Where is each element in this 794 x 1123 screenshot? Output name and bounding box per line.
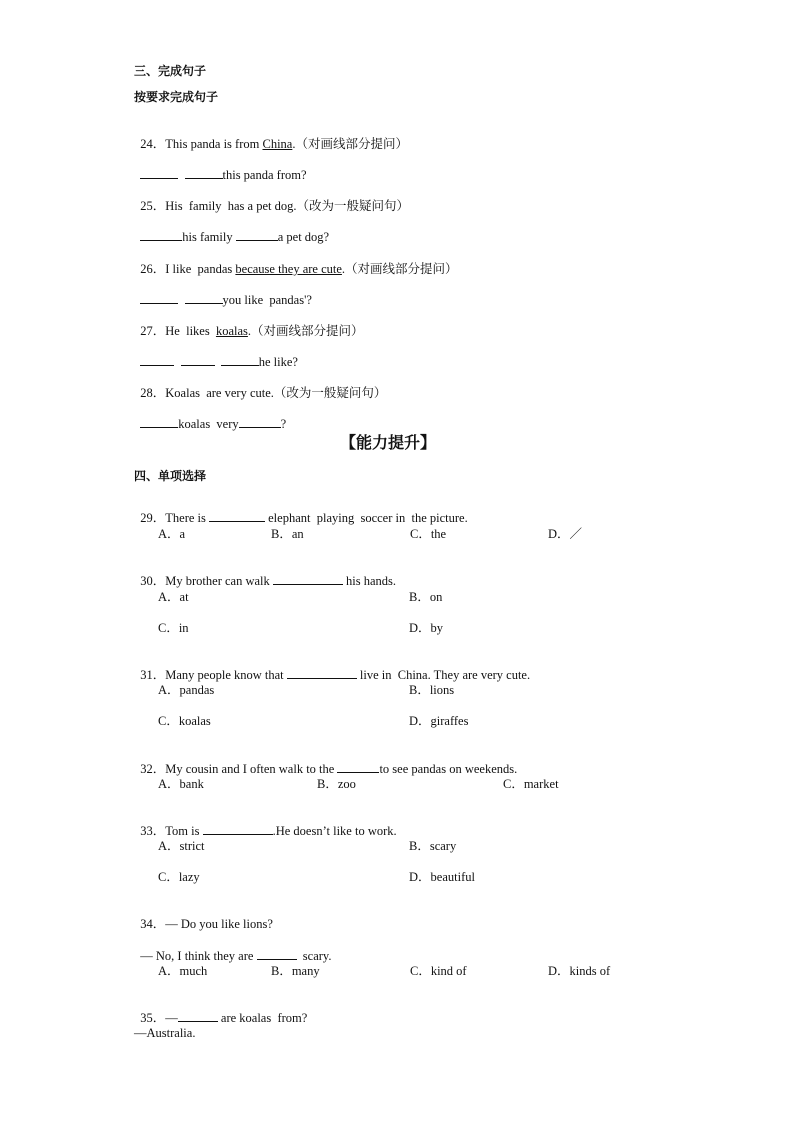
option-a[interactable]: A．at xyxy=(158,590,189,604)
answer-blank[interactable] xyxy=(287,667,357,679)
question-number: 25． xyxy=(140,199,166,213)
option-d[interactable]: D．kinds of xyxy=(548,964,611,978)
question-number: 28． xyxy=(140,386,166,400)
option-d[interactable]: D．giraffes xyxy=(409,714,469,728)
answer-blank[interactable] xyxy=(236,229,278,241)
option-c[interactable]: C．kind of xyxy=(410,964,467,978)
question-text: — xyxy=(165,1011,178,1025)
answer-text: a pet dog? xyxy=(277,230,330,244)
answer-blank[interactable] xyxy=(203,823,273,835)
answer-text: he like? xyxy=(258,355,298,369)
answer-line-35: —Australia. xyxy=(134,1026,196,1040)
question-text: My cousin and I often walk to the xyxy=(165,762,338,776)
option-d[interactable]: D．／ xyxy=(548,527,583,541)
option-b[interactable]: B．lions xyxy=(409,683,455,697)
option-c[interactable]: C．koalas xyxy=(158,714,211,728)
answer-blank[interactable] xyxy=(239,416,281,428)
answer-blank[interactable] xyxy=(140,354,174,366)
underlined-text: because they are cute xyxy=(235,262,342,276)
question-text: His family has a pet dog.（改为一般疑问句） xyxy=(165,199,409,213)
question-number: 29． xyxy=(140,511,166,525)
question-33 xyxy=(134,807,397,839)
question-instruction: .（对画线部分提问） xyxy=(341,262,458,276)
answer-blank[interactable] xyxy=(140,167,178,179)
option-d[interactable]: D．by xyxy=(409,621,444,635)
answer-text: this panda from? xyxy=(222,168,307,182)
answer-blank[interactable] xyxy=(140,292,178,304)
answer-text: ? xyxy=(280,417,287,431)
option-c[interactable]: C．the xyxy=(410,527,447,541)
question-text: — Do you like lions? xyxy=(165,917,273,931)
answer-line-27 xyxy=(134,338,298,370)
option-b[interactable]: B．scary xyxy=(409,839,457,853)
question-text: — No, I think they are xyxy=(140,949,257,963)
answer-blank[interactable] xyxy=(185,292,223,304)
question-text: My brother can walk xyxy=(165,574,273,588)
question-number: 34． xyxy=(140,917,166,931)
option-c[interactable]: C．lazy xyxy=(158,870,200,884)
answer-text: his family xyxy=(182,230,236,244)
answer-blank[interactable] xyxy=(140,229,182,241)
question-26 xyxy=(134,245,458,277)
answer-blank[interactable] xyxy=(181,354,215,366)
question-text: to see pandas on weekends. xyxy=(379,762,518,776)
question-text: Tom is xyxy=(165,824,203,838)
question-34 xyxy=(134,900,273,932)
section-instruction: 按要求完成句子 xyxy=(134,90,219,104)
question-24 xyxy=(134,120,408,152)
question-number: 24． xyxy=(140,137,166,151)
answer-blank[interactable] xyxy=(337,761,379,773)
answer-text: you like pandas'? xyxy=(222,293,312,307)
question-number: 33． xyxy=(140,824,166,838)
question-text: .He doesn’t like to work. xyxy=(272,824,397,838)
question-text: live in China. They are very cute. xyxy=(356,668,531,682)
answer-line-28 xyxy=(134,400,286,432)
option-c[interactable]: C．market xyxy=(503,777,559,791)
option-a[interactable]: A．bank xyxy=(158,777,204,791)
question-30 xyxy=(134,557,396,589)
option-a[interactable]: A．a xyxy=(158,527,186,541)
answer-line-24 xyxy=(134,151,307,183)
question-number: 26． xyxy=(140,262,166,276)
question-text: I like pandas xyxy=(165,262,236,276)
option-a[interactable]: A．pandas xyxy=(158,683,215,697)
answer-line-25 xyxy=(134,213,329,245)
answer-blank[interactable] xyxy=(273,573,343,585)
answer-blank[interactable] xyxy=(178,1010,218,1022)
option-b[interactable]: B．on xyxy=(409,590,443,604)
section-heading: 三、完成句子 xyxy=(134,64,207,78)
answer-line-26 xyxy=(134,276,312,308)
question-text: elephant playing soccer in the picture. xyxy=(265,511,468,525)
question-34-line2 xyxy=(134,932,331,964)
question-35 xyxy=(134,994,307,1026)
question-text: This panda is from xyxy=(165,137,263,151)
question-text: scary. xyxy=(296,949,332,963)
option-b[interactable]: B．zoo xyxy=(317,777,356,791)
question-number: 31． xyxy=(140,668,166,682)
option-a[interactable]: A．much xyxy=(158,964,208,978)
underlined-text: China xyxy=(262,137,293,151)
answer-blank[interactable] xyxy=(257,948,297,960)
question-28 xyxy=(134,369,386,401)
question-text: Koalas are very cute.（改为一般疑问句） xyxy=(165,386,387,400)
option-b[interactable]: B．an xyxy=(271,527,304,541)
option-d[interactable]: D．beautiful xyxy=(409,870,475,884)
answer-text: koalas very xyxy=(178,417,239,431)
answer-blank[interactable] xyxy=(209,510,265,522)
option-c[interactable]: C．in xyxy=(158,621,189,635)
question-number: 32． xyxy=(140,762,166,776)
question-text: He likes xyxy=(165,324,216,338)
question-number: 35． xyxy=(140,1011,166,1025)
question-instruction: .（对画线部分提问） xyxy=(292,137,408,151)
answer-blank[interactable] xyxy=(185,167,223,179)
question-32 xyxy=(134,745,517,777)
section-title: 【能力提升】 xyxy=(340,433,437,452)
underlined-text: koalas xyxy=(215,324,248,338)
question-text: are koalas from? xyxy=(217,1011,308,1025)
answer-blank[interactable] xyxy=(140,416,178,428)
question-27 xyxy=(134,307,364,339)
option-a[interactable]: A．strict xyxy=(158,839,205,853)
question-number: 30． xyxy=(140,574,166,588)
answer-blank[interactable] xyxy=(221,354,259,366)
question-text: his hands. xyxy=(342,574,396,588)
question-text: Many people know that xyxy=(165,668,287,682)
question-25 xyxy=(134,182,409,214)
question-29 xyxy=(134,494,468,526)
option-b[interactable]: B．many xyxy=(271,964,320,978)
question-text: There is xyxy=(165,511,209,525)
section-heading: 四、单项选择 xyxy=(134,469,207,483)
question-number: 27． xyxy=(140,324,166,338)
question-instruction: .（对画线部分提问） xyxy=(247,324,364,338)
question-31 xyxy=(134,651,530,683)
